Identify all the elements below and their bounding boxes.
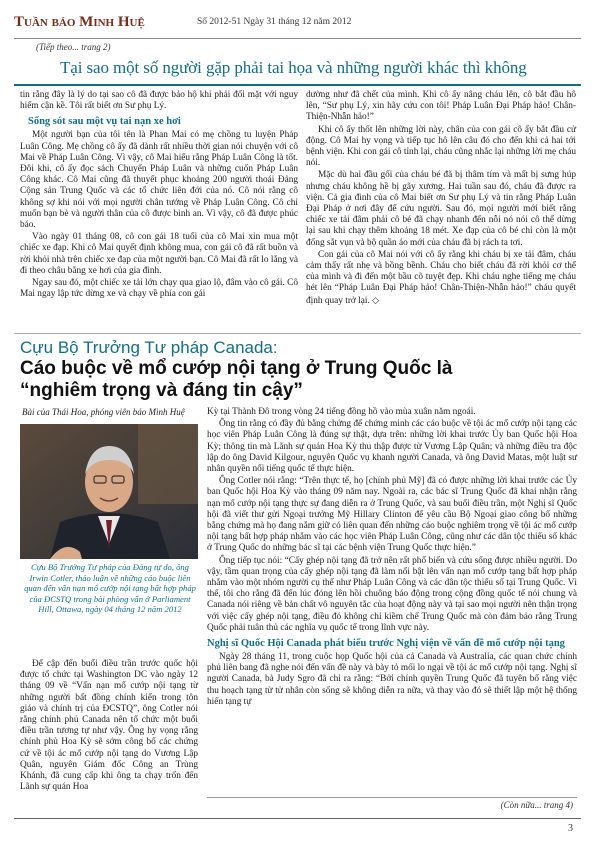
paragraph: Kỳ tại Thành Đô trong vòng 24 tiếng đồng hồ vào mùa xuân năm ngoái. (207, 407, 476, 417)
continued-rule (207, 797, 577, 798)
page-header (14, 6, 581, 40)
byline: Bài của Thái Hoa, phóng viên báo Minh Huệ (22, 407, 185, 417)
article1-column-2 (306, 90, 576, 308)
article2-title-line-1: Cáo buộc về mổ cướp nội tạng ở Trung Quốc là (20, 358, 453, 379)
article1-title-rule (14, 84, 581, 86)
end-mark-icon: ◇ (372, 294, 380, 305)
section-heading: Sống sót sau một vụ tai nạn xe hơi (28, 116, 181, 128)
paragraph: Ngay sau đó, một chiếc xe tải lớn chạy qua giao lộ, đâm vào cô gái. Cô Mai ngay lập tức dừng xe và chạy về phía con gái (20, 278, 298, 300)
issue-info: Số 2012-51 Ngày 31 tháng 12 năm 2012 (197, 17, 352, 27)
section-heading: Nghị sĩ Quốc Hội Canada phát biểu trước Nghị viện về vấn đề mổ cướp nội tạng (207, 638, 565, 650)
article1-title: Tại sao một số người gặp phải tai họa và những người khác thì không (60, 58, 527, 77)
paragraph-last (306, 250, 576, 307)
article1-column-1 (20, 90, 298, 301)
portrait-illustration (20, 424, 198, 559)
article-divider (14, 333, 581, 334)
photo-caption: Cựu Bộ Trưởng Tư pháp của Đảng tự do, ông Irwin Cotler, thảo luận về những cáo buộc liên quan đến vấn nạn mổ cướp nội tạng bất hợp pháp của ĐCSTQ trong bài phòng vấn ở Parliament Hill, Ottawa, ngày 04 tháng 12 năm 2012 (24, 562, 196, 614)
page-number: 3 (568, 823, 573, 834)
paragraph: Để cập đến buổi điều trần trước quốc hội được tổ chức tại Washington DC vào ngày 12 tháng 09 về “Vấn nạn mổ cướp nội tạng từ những người bất đồng chính kiến trong tôn giáo và chính trị của ĐCSTQ”, ông Cotler nói rằng chính phủ Canada nên tổ chức một buổi điều trần tương tự như vậy. Ông hy vọng rằng chính phủ Hoa Kỳ sẽ sớm công bố các chứng cứ về tội ác mổ cướp nội tạng do Vương Lập Quân, nguyên Giám đốc Công an Trùng Khánh, đã cung cấp khi ông ta chạy trốn đến Lãnh sự quán Hoa (20, 659, 198, 793)
paragraph: dường như đã chết của mình. Khi cô ấy nâng cháu lên, cô bắt đầu hô lên, “Sư phụ Lý, xin hãy cứu con tôi! Pháp Luân Đại Pháp hảo! Chân-Thiện-Nhẫn hảo!” (306, 90, 576, 123)
paragraph: Ông tin rằng có đầy đủ bằng chứng để chứng minh các cáo buộc về tội ác mổ cướp nội tạng các học viên Pháp Luân Công là đúng sự thật, dựa trên: những lời khai trước Ủy ban Quốc hội Hoa Kỳ; thông tin mà Lãnh sự quán Hoa Kỳ thu thập được từ Vương Lập Quân; và những điều tra độc lập do ông David Kilgour, nguyên Quốc vụ khanh người Canada, và ông David Matas, một luật sư nhân quyền nổi tiếng quốc tế thực hiện. (207, 419, 577, 475)
masthead: Tuần báo Minh Huệ (14, 14, 145, 30)
article2-title (20, 358, 452, 402)
photo-irwin-cotler (20, 424, 198, 559)
article2-title-line-2: “nghiêm trọng và đáng tin cậy” (20, 380, 303, 401)
paragraph: Khi cô ấy thốt lên những lời này, chân của con gái cô ấy bắt đầu cử động. Cô Mai hy vọng và tiếp tục hô lên câu đó cho đến khi cả hai tới bệnh viện. Khi con gái cô tỉnh lại, cháu cũng nhắc lại những lời mẹ cháu nói. (306, 124, 576, 169)
paragraph: Ông tiếp tục nói: “Cấy ghép nội tạng đã trở nên rất phổ biến và cứu sống được nhiều người. Do vậy, tầm quan trọng của cấy ghép nội tạng đã làm nổi bật lên vấn nạn mổ cướp tạng bất hợp pháp nhắm vào một nhóm người cụ thể như Pháp Luân Công và các dân tộc thiểu số tại Trung Quốc. Vì thế, tôi cho rằng đã đến lúc đóng lên hồi chuông báo động trong cộng đồng quốc tế nói chung và Canada nói riêng về bản chất vô nguyên tắc của hoạt động này và tại sao mọi người nên thận trọng với việc cấy ghép nội tạng, điều đó không chỉ kiềm chế Trung Quốc mà còn đảm bảo rằng Trung Quốc phải tuân thủ các nghĩa vụ quốc tế trong lĩnh vực này. (207, 555, 577, 633)
continued-from-note: (Tiếp theo... trang 2) (36, 42, 111, 52)
article2-column-right (207, 407, 577, 709)
article2-kicker: Cựu Bộ Trưởng Tư pháp Canada: (20, 338, 278, 357)
paragraph: Vào ngày 01 tháng 08, cô con gái 18 tuổi của cô Mai xin mua một chiếc xe đạp. Khi cô Mai quyết định không mua, con gái cô đã rất buồn và rời khỏi nhà trên chiếc xe đạp của một người bạn. Cô Mai đã rất lo lắng và đi theo châu bằng xe hơi của gia đình. (20, 232, 298, 276)
paragraph: tin rằng đây là lý do tại sao cô đã được bảo hộ khi phải đối mặt với nguy hiểm cận kề. Tôi rất biết ơn Sư phụ Lý. (20, 90, 298, 112)
paragraph: Một người bạn của tôi tên là Phan Mai có mẹ chồng tu luyện Pháp Luân Công. Mẹ chồng cô ấy đã dành rất nhiều thời gian nói chuyện với cô Mai về Pháp Luân Công. Vì vậy, cô Mai hiểu rằng Pháp Luân Công là tốt. Đôi khi, cô ấy đọc sách Chuyển Pháp Luân và những cuốn Pháp Luân Công khác. Cô Mai cũng đã thuyết phục khoảng 200 người thoái Đảng Cộng sản Trung Quốc và các tổ chức liên đới của nó. Cô nói rằng cô không sợ khi nói với mọi người chân tướng về Pháp Luân Công. Cô chỉ muốn bạn bè và người thân của cô được bình an. Vì vậy, cô đã được phúc báo. (20, 130, 298, 231)
header-divider (14, 38, 581, 39)
continued-to-note: (Còn nữa... trang 4) (500, 800, 573, 810)
footer-divider (14, 818, 581, 819)
paragraph: Ông Cotler nói rằng: “Trên thực tế, họ [chính phủ Mỹ] đã có được những lời khai trước các Ủy ban Quốc hội Hoa Kỳ vào tháng 09 năm nay. Ngoài ra, các bác sĩ Trung Quốc đã khai nhận rằng nạn mổ cướp nội tạng thực sự đang diễn ra ở Trung Quốc, và sau buổi điều trần, một Nghị sĩ Quốc hội đã viết thư gửi Ngoại trưởng Mỹ Hillary Clinton để yêu cầu Bộ Ngoại giao công bố những bằng chứng mà họ đang nắm giữ có liên quan đến những cáo buộc nghiêm trọng về tội ác mổ cướp nội tạng bất hợp pháp nhắm vào các học viên Pháp Luân Công, cũng như các dân tộc thiểu số khác ở Trung Quốc do những bác sĩ tại các bệnh viện Trung Quốc thực hiện.” (207, 476, 577, 554)
article2-column-left (20, 659, 198, 794)
paragraph: Mặc dù hai đầu gối của cháu bé đã bị thâm tím và mất bị sưng húp nhưng cháu không hề bị gãy xương. Hai tuần sau đó, cháu đã được ra viện. Cả gia đình của cô Mai biết ơn Sư phụ Lý và tin rằng Pháp Luân Đại Pháp ở nơi đây để cứu người. Sau đó, mọi người mới biết rằng chiếc xe tải đâm phải cô bé đã chạy nhanh đến nỗi nó nói cô thể dừng lại sau khi chạy thêm khoảng 18 mét. Xe đạp của cô bé chỉ còn là một đống sắt vụn và bộ quần áo mới của cháu đã bị rách ta tơi. (306, 170, 576, 248)
paragraph-text: Con gái của cô Mai nói với cô ấy rằng khi cháu bị xe tải đâm, cháu cảm thấy rất nhẹ và bồng bềnh. Cháu cho biết cháu đã rời khỏi cơ thể của mình và đi đến một bầu cõ tuyệt đẹp. Khi cháu nghe tiếng mẹ cháu hét lên “Pháp Luân Đại Pháp hảo! Chân-Thiện-Nhẫn hảo!” cháu quyết định quay trở lại. (306, 249, 576, 306)
paragraph: Ngày 28 tháng 11, trong cuộc họp Quốc hội của cả Canada và Australia, các quan chức chính phủ liên bang đã nghe nói đến vấn đề này và bày tỏ mối lo ngại về tội ác mổ cướp nội tạng. Nghị sĩ người Canada, bà Judy Sgro đã chỉ ra rằng: “Bởi chính quyền Trung Quốc đã tuyên bố rằng việc thu hoạch tạng từ tử nhân còn sống sẽ không diễn ra nữa, và thay vào đó sẽ thiết lập một hệ thống hiến tạng tự (207, 652, 577, 707)
